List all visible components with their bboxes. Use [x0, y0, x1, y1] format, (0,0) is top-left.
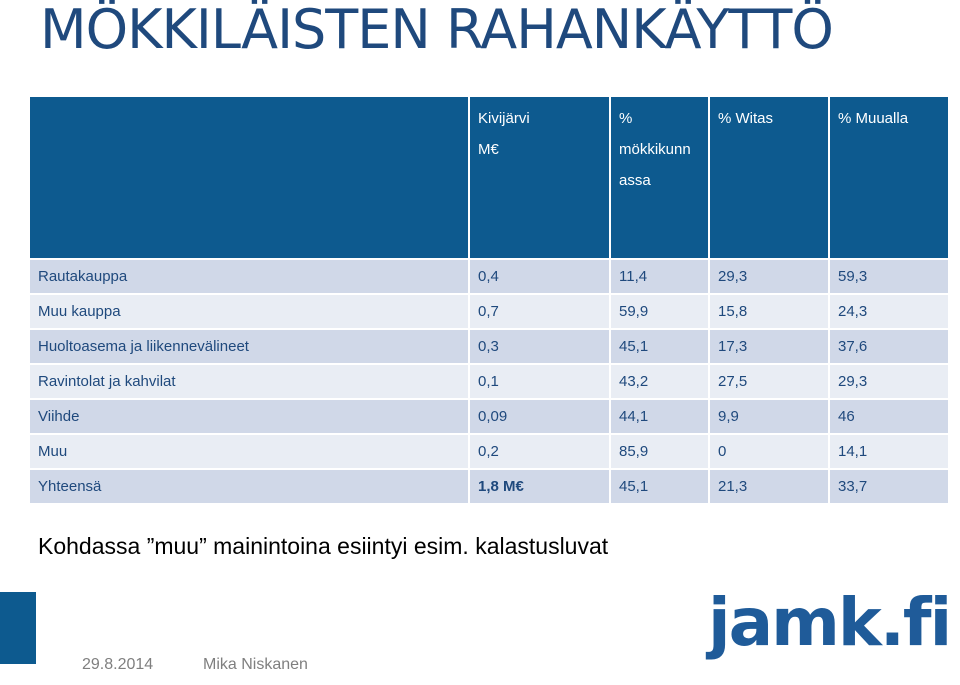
table-cell: 15,8 — [709, 294, 829, 329]
row-label: Muu — [29, 434, 469, 469]
table-cell: 43,2 — [610, 364, 709, 399]
table-cell: 0,2 — [469, 434, 610, 469]
table-cell: 27,5 — [709, 364, 829, 399]
table-cell: 14,1 — [829, 434, 949, 469]
column-header-line: M€ — [478, 141, 499, 158]
table-row — [29, 329, 949, 364]
table-cell: 0,4 — [469, 259, 610, 294]
spending-table — [28, 95, 950, 505]
table-cell: 45,1 — [610, 329, 709, 364]
table-cell: 1,8 M€ — [469, 469, 610, 504]
table-body — [29, 259, 949, 504]
table-cell: 44,1 — [610, 399, 709, 434]
table-row — [29, 434, 949, 469]
accent-bar — [0, 592, 36, 664]
column-header-line: Kivijärvi — [478, 110, 530, 127]
table-cell: 0,09 — [469, 399, 610, 434]
table-cell: 45,1 — [610, 469, 709, 504]
table-cell: 46 — [829, 399, 949, 434]
column-header-line: % Muualla — [838, 110, 909, 127]
table-cell: 0,1 — [469, 364, 610, 399]
footnote: Kohdassa ”muu” mainintoina esiintyi esim. kalastusluvat — [38, 533, 609, 559]
table-cell: 21,3 — [709, 469, 829, 504]
table-cell: 0,7 — [469, 294, 610, 329]
column-header — [469, 96, 610, 259]
table-cell: 59,9 — [610, 294, 709, 329]
table-cell: 29,3 — [829, 364, 949, 399]
table-row — [29, 469, 949, 504]
table-row — [29, 364, 949, 399]
table-row — [29, 399, 949, 434]
footer-author: Mika Niskanen — [203, 656, 308, 673]
table-cell: 9,9 — [709, 399, 829, 434]
table-cell: 17,3 — [709, 329, 829, 364]
table-cell: 59,3 — [829, 259, 949, 294]
jamk-logo — [708, 584, 956, 680]
row-label: Rautakauppa — [29, 259, 469, 294]
column-header-line: % — [619, 110, 633, 127]
table-cell: 11,4 — [610, 259, 709, 294]
column-header-line: mökkikunn — [619, 141, 691, 158]
row-label: Muu kauppa — [29, 294, 469, 329]
column-header — [610, 96, 709, 259]
column-header-line: assa — [619, 172, 651, 189]
column-header-line: % Witas — [718, 110, 774, 127]
row-label: Huoltoasema ja liikennevälineet — [29, 329, 469, 364]
table-cell: 37,6 — [829, 329, 949, 364]
logo-text: jamk.fi — [708, 584, 951, 661]
table-cell: 0,3 — [469, 329, 610, 364]
row-label: Yhteensä — [29, 469, 469, 504]
table-row — [29, 259, 949, 294]
column-header — [709, 96, 829, 259]
table-cell: 24,3 — [829, 294, 949, 329]
column-header — [829, 96, 949, 259]
table-cell: 85,9 — [610, 434, 709, 469]
column-header — [29, 96, 469, 259]
page-title: MÖKKILÄISTEN RAHANKÄYTTÖ — [40, 0, 833, 61]
table-row — [29, 294, 949, 329]
footer-date: 29.8.2014 — [82, 656, 154, 673]
table-cell: 29,3 — [709, 259, 829, 294]
table-header-row — [29, 96, 949, 259]
table-cell: 0 — [709, 434, 829, 469]
row-label: Ravintolat ja kahvilat — [29, 364, 469, 399]
row-label: Viihde — [29, 399, 469, 434]
table-cell: 33,7 — [829, 469, 949, 504]
